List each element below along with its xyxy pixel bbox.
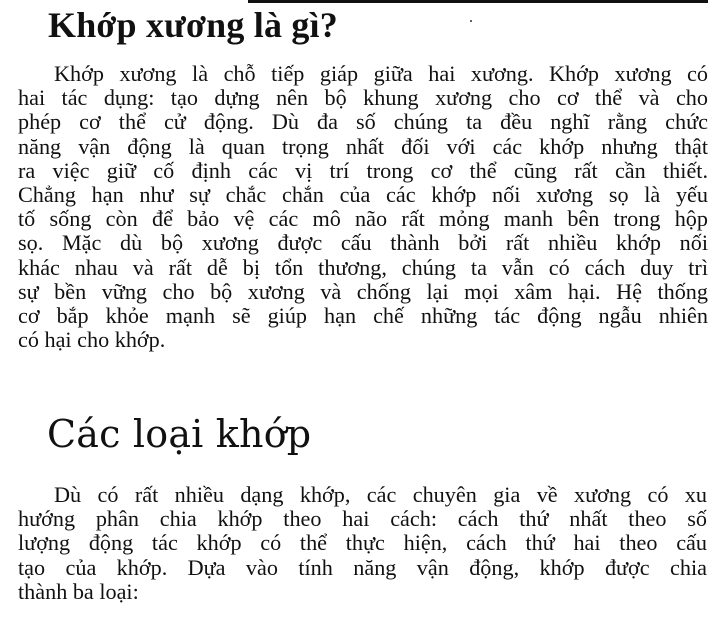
- paragraph-line: phép cơ thể cử động. Dù đa số chúng ta đều nghĩ rằng chức: [18, 109, 708, 135]
- paragraph-line: Khớp xương là chỗ tiếp giáp giữa hai xương. Khớp xương có: [54, 61, 708, 86]
- paragraph-line: sọ. Mặc dù bộ xương được cấu thành bởi rất nhiều khớp nối: [18, 230, 708, 256]
- paragraph-line: năng vận động là quan trọng nhất đối với các khớp nhưng thật: [18, 133, 708, 159]
- paragraph-line: Dù có rất nhiều dạng khớp, các chuyên gia về xương có xu: [54, 482, 707, 507]
- paragraph-line: thành ba loại:: [18, 578, 139, 604]
- paragraph-line: Chẳng hạn như sự chắc chắn của các khớp nối xương sọ là yếu: [18, 182, 708, 208]
- paragraph-line: sự bền vững cho bộ xương và chống lại mọi xâm hại. Hệ thống: [18, 278, 708, 304]
- scan-speck: [470, 20, 472, 22]
- section-2-paragraph: [18, 483, 707, 604]
- section-1-heading: Khớp xương là gì?: [48, 5, 338, 45]
- section-2-heading: Các loại khớp: [47, 412, 312, 456]
- paragraph-line: tạo của khớp. Dựa vào tính năng vận động, khớp được chia: [18, 554, 707, 580]
- paragraph-line: tố sống còn để bảo vệ các mô não rất mỏng manh bên trong hộp: [18, 206, 708, 232]
- paragraph-line: lượng động tác khớp có thể thực hiện, cách thứ hai theo cấu: [18, 530, 707, 556]
- paragraph-line: cơ bắp khỏe mạnh sẽ giúp hạn chế những tác động ngẫu nhiên: [18, 303, 708, 329]
- paragraph-line: ra việc giữ cố định các vị trí trong cơ thể cũng rất cần thiết.: [18, 157, 708, 183]
- section-1-paragraph: [18, 62, 708, 352]
- paragraph-line: hai tác dụng: tạo dựng nên bộ khung xương cho cơ thể và cho: [18, 85, 708, 111]
- paragraph-line: có hại cho khớp.: [18, 327, 166, 353]
- paragraph-line: khác nhau và rất dễ bị tổn thương, chúng ta vẫn có cách duy trì: [18, 254, 708, 280]
- paragraph-line: hướng phân chia khớp theo hai cách: cách thứ nhất theo số: [18, 506, 707, 532]
